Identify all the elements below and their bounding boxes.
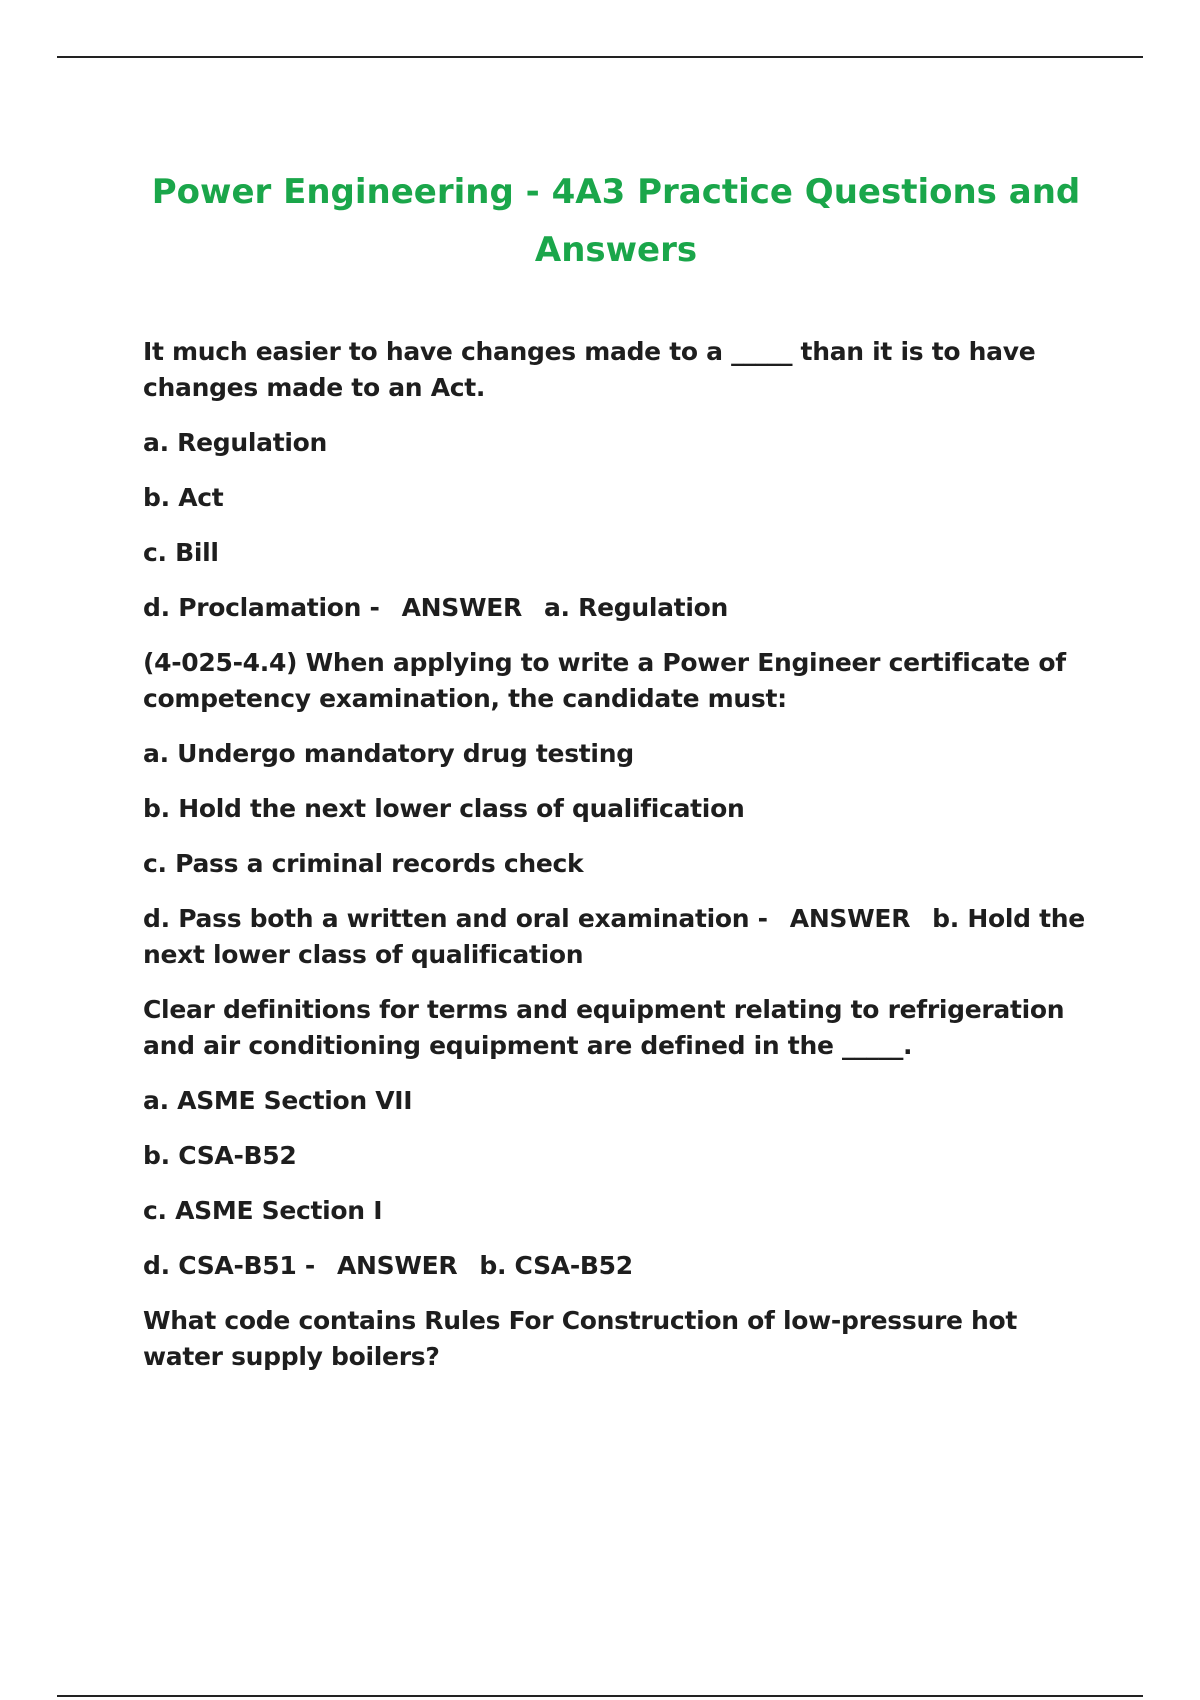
answer-text: a. Regulation	[543, 593, 728, 622]
document-title: Power Engineering - 4A3 Practice Questions and Answers	[151, 171, 1081, 270]
footer-rule	[57, 1695, 1143, 1697]
question-text: Clear definitions for terms and equipment relating to refrigeration and air conditioning equipment are defined in the _____.	[143, 995, 1065, 1060]
qa-content	[143, 334, 1093, 1394]
option-b: b. CSA-B52	[143, 1141, 297, 1170]
option-a: a. ASME Section VII	[143, 1086, 413, 1115]
question-text: (4-025-4.4) When applying to write a Power Engineer certificate of competency examination, the candidate must:	[143, 648, 1066, 713]
answer-text: b. CSA-B52	[479, 1251, 633, 1280]
answer-text: b. Hold the next lower class of qualification	[143, 904, 1085, 969]
option-a: a. Undergo mandatory drug testing	[143, 739, 634, 768]
option-b: b. Hold the next lower class of qualification	[143, 794, 745, 823]
option-d: d. Proclamation -	[143, 593, 380, 622]
header-rule	[57, 56, 1143, 58]
option-d-with-answer	[143, 590, 1093, 626]
question-text: What code contains Rules For Construction of low-pressure hot water supply boilers?	[143, 1306, 1018, 1371]
option-d: d. Pass both a written and oral examination -	[143, 904, 768, 933]
answer-label: ANSWER	[789, 904, 911, 933]
option-d: d. CSA-B51 -	[143, 1251, 315, 1280]
option-d-with-answer	[143, 1248, 1093, 1284]
answer-label: ANSWER	[401, 593, 522, 622]
option-a: a. Regulation	[143, 428, 328, 457]
option-b: b. Act	[143, 483, 224, 512]
option-c: c. Bill	[143, 538, 219, 567]
option-c: c. ASME Section I	[143, 1196, 383, 1225]
option-d-with-answer	[143, 901, 1093, 973]
option-c: c. Pass a criminal records check	[143, 849, 584, 878]
question-text: It much easier to have changes made to a _____ than it is to have changes made to an Act.	[143, 337, 1036, 402]
answer-label: ANSWER	[336, 1251, 458, 1280]
